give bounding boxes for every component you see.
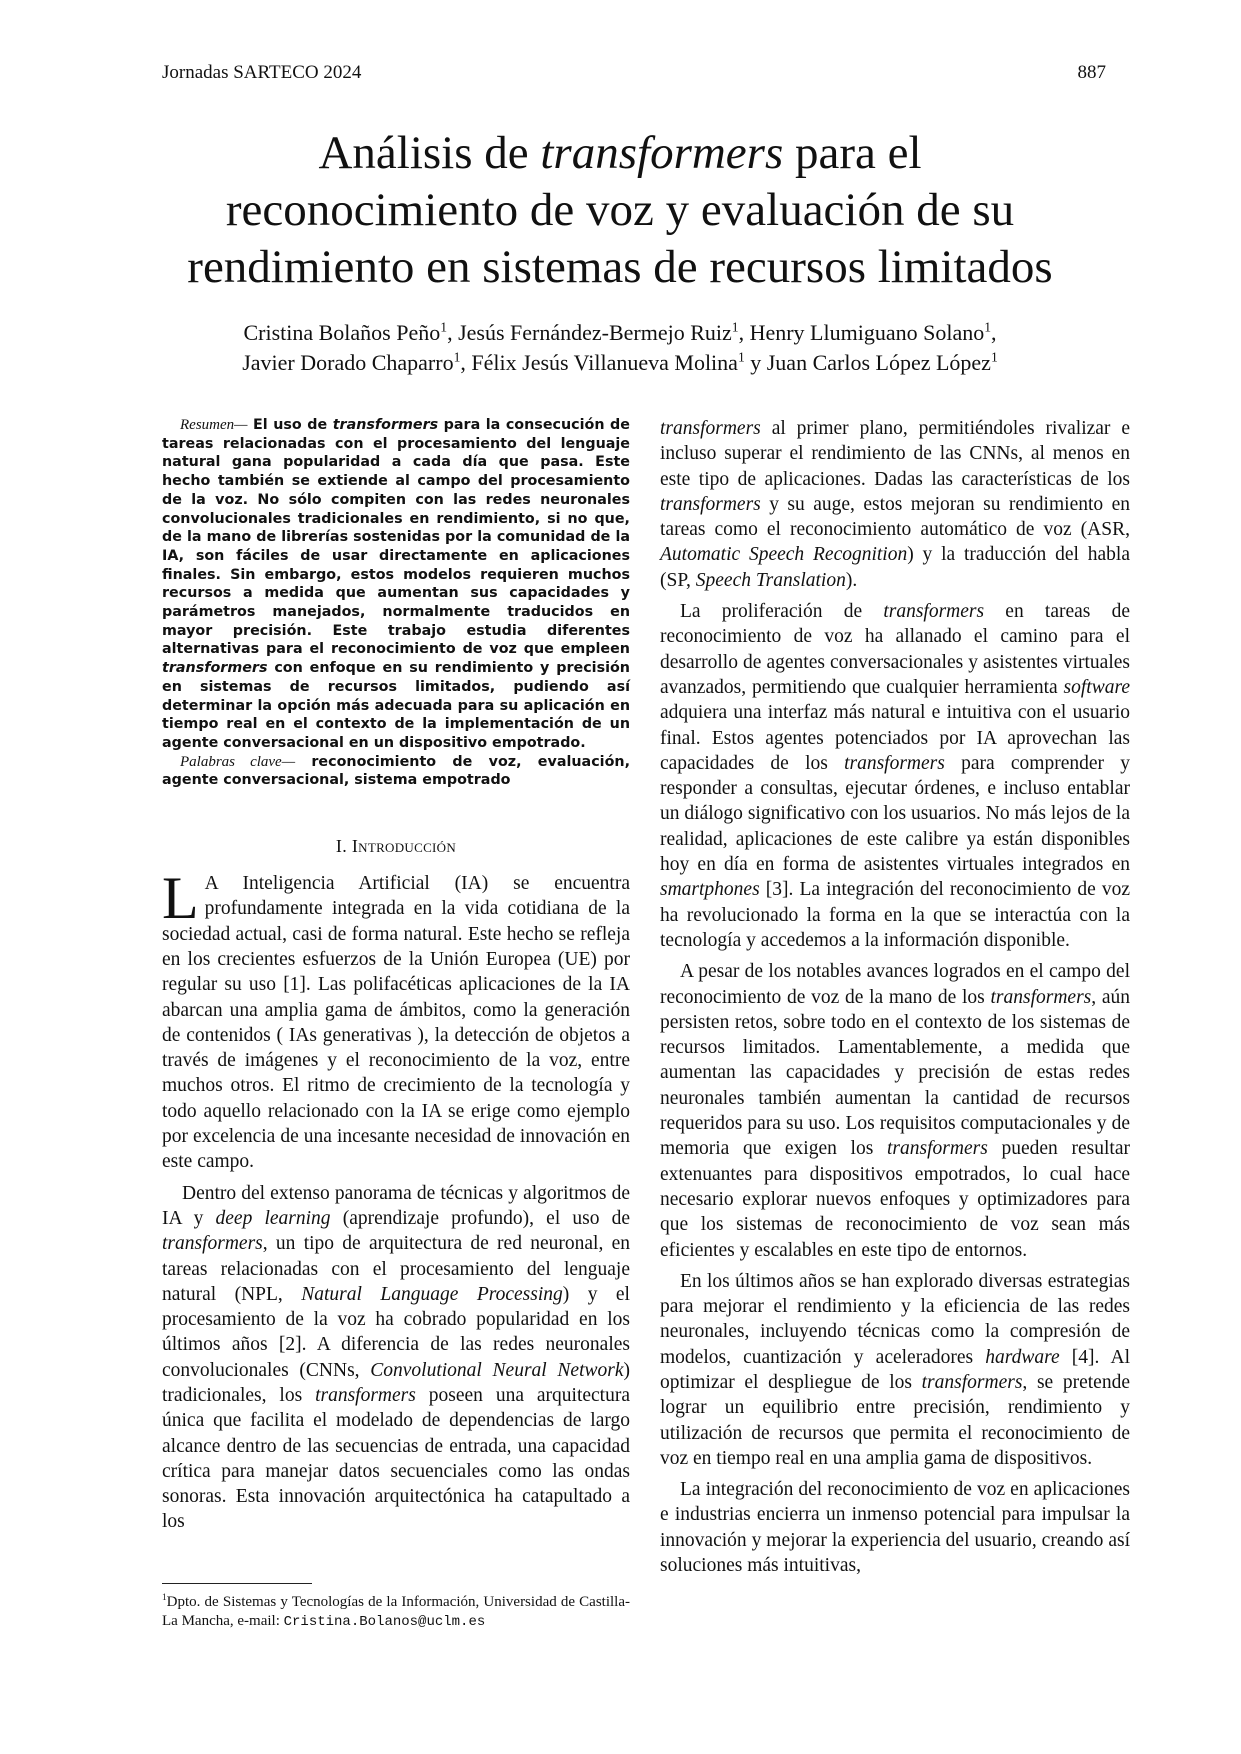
venue: Jornadas SARTECO 2024 bbox=[162, 62, 362, 83]
drop-cap: L bbox=[162, 865, 199, 932]
paragraph: La integración del reconocimiento de voz en aplicaciones e industrias encierra un inmenso potencial para impulsar la innovación y mejorar la experiencia del usuario, creando así soluciones más intuitivas, bbox=[660, 1479, 1130, 1577]
running-head bbox=[162, 62, 1106, 84]
author: Jesús Fernández-Bermejo Ruiz bbox=[458, 320, 732, 345]
right-column bbox=[660, 416, 1130, 1584]
author: Cristina Bolaños Peño bbox=[243, 320, 441, 345]
paragraph: Dentro del extenso panorama de técnicas y algoritmos de IA y deep learning (aprendizaje profundo), el uso de transformers, un tipo de arquitectura de red neuronal, en tareas relacionadas con el procesamiento del lenguaje natural (NPL, Natural Language Processing) y el procesamiento de la voz ha cobrado popularidad en los últimos años [2]. A diferencia de las redes neuronales convolucionales (CNNs, Convolutional Neural Network) tradicionales, los transformers poseen una arquitectura única que facilita el modelado de dependencias de largo alcance dentro de las secuencias de entrada, una capacidad crítica para manejar datos secuenciales como las ondas sonoras. Esta innovación arquitectónica ha catapultado a los bbox=[162, 1182, 631, 1533]
author: Félix Jesús Villanueva Molina bbox=[471, 350, 738, 375]
left-column bbox=[162, 416, 630, 1541]
email-link[interactable]: Cristina.Bolanos@uclm.es bbox=[283, 1614, 486, 1630]
author: Juan Carlos López López bbox=[766, 350, 991, 375]
section-heading: I. Introducción bbox=[335, 836, 457, 857]
paragraph: La proliferación de transformers en tareas de reconocimiento de voz ha allanado el camino para el desarrollo de agentes conversacionales y asistentes virtuales avanzados, permitiendo que cualquier herramienta software adquiera una interfaz más natural e intuitiva con el usuario final. Estos agentes potenciados por IA aprovechan las capacidades de los transformers para comprender y responder a consultas, ejecutar órdenes, e incluso entablar un diálogo significativo con los usuarios. No más lejos de la realidad, aplicaciones de este calibre ya están disponibles hoy en día en forma de asistentes virtuales integrados en smartphones [3]. La integración del reconocimiento de voz ha revolucionado la forma en la que se interactúa con la tecnología y accedemos a la información disponible. bbox=[660, 601, 1131, 951]
title-line-3: rendimiento en sistemas de recursos limitados bbox=[187, 241, 1053, 293]
footnote: $^1$Dpto. de Sistemas y Tecnologías de la Información, Universidad de Castilla-La Mancha, e-mail: Cristina.Bolanos@uclm.es bbox=[162, 1593, 630, 1630]
paragraph: En los últimos años se han explorado diversas estrategias para mejorar el rendimiento y la eficiencia de las redes neuronales, incluyendo técnicas como la compresión de modelos, cuantización y aceleradores hardware [4]. Al optimizar el despliegue de los transformers, se pretende lograr un equilibrio entre precisión, rendimiento y utilización de recursos que permita el reconocimiento de voz en tiempo real en una amplia gama de dispositivos. bbox=[660, 1270, 1130, 1469]
title-line-2: reconocimiento de voz y evaluación de su bbox=[225, 184, 1015, 236]
paragraph: L A Inteligencia Artificial (IA) se encuentra profundamente integrada en la vida cotidiana de la sociedad actual, casi de forma natural. Este hecho se refleja en los crecientes esfuerzos de la Unión Europea (UE) por regular su uso [1]. Las polifacéticas aplicaciones de la IA abarcan una amplia gama de ámbitos, como la generación de contenidos ( IAs generativas ), la detección de objetos a través de imágenes y el reconocimiento de la voz, entre muchos otros. El ritmo de crecimiento de la tecnología y todo aquello relacionado con la IA se erige como ejemplo por excelencia de una incesante necesidad de innovación en este campo. bbox=[162, 865, 630, 1173]
intro-right-text bbox=[660, 416, 1130, 1578]
page-number: 887 bbox=[1077, 62, 1106, 83]
footnote-rule bbox=[162, 1583, 312, 1584]
abstract: Resumen— El uso de transformers para la consecución de tareas relacionadas con el procesamiento del lenguaje natural gana popularidad a cada día que pasa. Este hecho también se extiende al campo del procesamiento de la voz. No sólo compiten con las redes neuronales convolucionales tradicionales en rendimiento, si no que, de la mano de librerías sostenidas por la comunidad de la IA, son fáciles de usar directamente en aplicaciones finales. Sin embargo, estos modelos requieren muchos recursos a medida que aumentan sus capacidades y parámetros manejados, normalmente traducidos en mayor precisión. Este trabajo estudia diferentes alternativas para el reconocimiento de voz que empleen transformers con enfoque en su rendimiento y precisión en sistemas de recursos limitados, pudiendo así determinar la opción más adecuada para su aplicación en tiempo real en el contexto de la implementación de un agente conversacional en un dispositivo empotrado. Palabras clave— reconocimiento de voz, evaluación, agente conversacional, sistema empotrado bbox=[162, 417, 631, 789]
author: Javier Dorado Chaparro bbox=[242, 350, 454, 375]
paper-title bbox=[120, 125, 1120, 296]
author-list: Cristina Bolaños Peño$^1$, Jesús Fernández-Bermejo Ruiz$^1$, Henry Llumiguano Solano$^1$, Javier Dorado Chaparro$^1$, Félix Jesús Villanueva Molina$^1$ y Juan Carlos López López$^1$ bbox=[242, 319, 998, 375]
title-line-1: Análisis de transformers para el bbox=[318, 127, 922, 179]
paragraph: transformers al primer plano, permitiéndoles rivalizar e incluso superar el rendimiento de las CNNs, al menos en este tipo de aplicaciones. Dadas las características de los transformers y su auge, estos mejoran su rendimiento en tareas como el reconocimiento automático de voz (ASR, Automatic Speech Recognition) y la traducción del habla (SP, Speech Translation). bbox=[660, 418, 1130, 591]
author: Henry Llumiguano Solano bbox=[749, 320, 985, 345]
keywords: Palabras clave— reconocimiento de voz, evaluación, agente conversacional, sistema empotrado bbox=[162, 753, 631, 789]
intro-left-text bbox=[162, 865, 631, 1535]
paragraph: A pesar de los notables avances logrados en el campo del reconocimiento de voz de la mano de los transformers, aún persisten retos, sobre todo en el contexto de los sistemas de recursos limitados. Lamentablemente, a medida que aumentan las capacidades y precisión de estas redes neuronales también aumentan la cantidad de recursos requeridos para su uso. Los requisitos computacionales y de memoria que exigen los transformers pueden resultar extenuantes para dispositivos empotrados, lo cual hace necesario explorar nuevos enfoques y optimizadores para que los sistemas de reconocimiento de voz sean más eficientes y escalables en este tipo de entornos. bbox=[660, 961, 1131, 1261]
